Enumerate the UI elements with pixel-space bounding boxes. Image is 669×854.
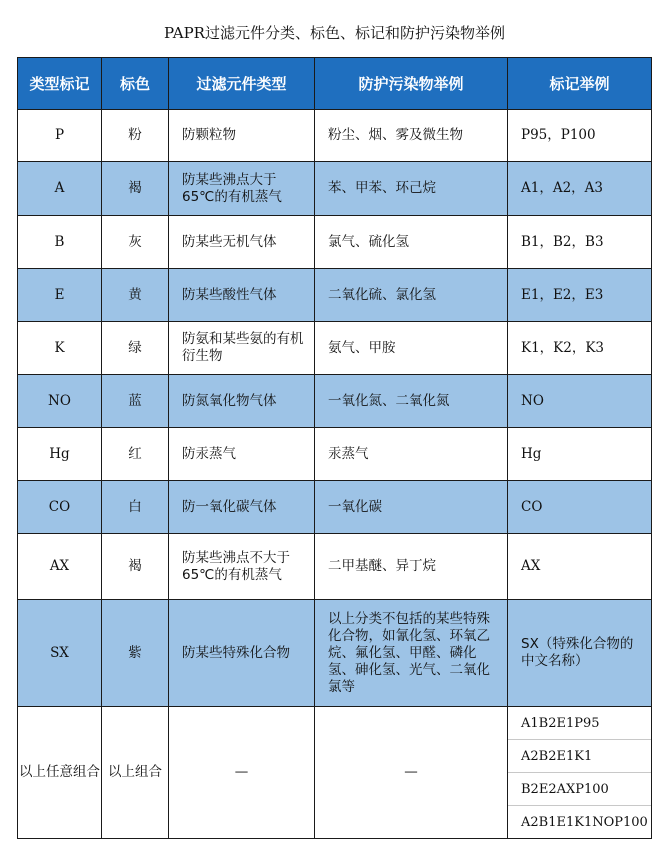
cell-type: K (18, 322, 102, 375)
cell-type: 以上任意组合 (18, 707, 102, 839)
cell-color: 以上组合 (102, 707, 169, 839)
table-row (18, 110, 652, 162)
header-mark-examples: 标记举例 (508, 58, 652, 110)
cell-filter: 防汞蒸气 (169, 428, 315, 481)
cell-pollutant: 粉尘、烟、雾及微生物 (315, 110, 508, 162)
combo-example-item: A1B2E1P95 (508, 707, 651, 740)
cell-filter: 防氮氧化物气体 (169, 375, 315, 428)
header-color: 标色 (102, 58, 169, 110)
cell-pollutant: 氯气、硫化氢 (315, 216, 508, 269)
combo-example-item: B2E2AXP100 (508, 773, 651, 806)
cell-pollutant: — (315, 707, 508, 839)
table-row (18, 216, 652, 269)
cell-filter: 防氨和某些氨的有机衍生物 (169, 322, 315, 375)
table-row (18, 269, 652, 322)
header-filter-type: 过滤元件类型 (169, 58, 315, 110)
cell-color: 白 (102, 481, 169, 534)
cell-example: SX（特殊化合物的中文名称） (508, 600, 652, 707)
cell-pollutant: 氨气、甲胺 (315, 322, 508, 375)
table-row (18, 375, 652, 428)
cell-color: 褐 (102, 162, 169, 216)
cell-example: A1，A2，A3 (508, 162, 652, 216)
combo-example-item: A2B1E1K1NOP100 (521, 814, 648, 830)
cell-color: 灰 (102, 216, 169, 269)
cell-pollutant: 一氧化氮、二氧化氮 (315, 375, 508, 428)
cell-filter: — (169, 707, 315, 839)
cell-type: A (18, 162, 102, 216)
cell-filter: 防某些沸点大于65℃的有机蒸气 (169, 162, 315, 216)
papr-filter-table (17, 57, 652, 839)
cell-type: B (18, 216, 102, 269)
combo-example-item: A2B2E1K1 (508, 740, 651, 773)
table-row (18, 322, 652, 375)
cell-example: Hg (508, 428, 652, 481)
cell-example: K1，K2，K3 (508, 322, 652, 375)
cell-filter: 防一氧化碳气体 (169, 481, 315, 534)
cell-example: CO (508, 481, 652, 534)
cell-pollutant: 一氧化碳 (315, 481, 508, 534)
cell-filter: 防某些沸点不大于65℃的有机蒸气 (169, 534, 315, 600)
table-row (18, 481, 652, 534)
table-title: PAPR过滤元件分类、标色、标记和防护污染物举例 (164, 24, 505, 42)
cell-color: 黄 (102, 269, 169, 322)
cell-type: SX (18, 600, 102, 707)
table-row (18, 162, 652, 216)
cell-example: NO (508, 375, 652, 428)
cell-example: P95，P100 (508, 110, 652, 162)
cell-type: AX (18, 534, 102, 600)
combination-row (18, 707, 652, 839)
cell-pollutant: 二甲基醚、异丁烷 (315, 534, 508, 600)
cell-type: E (18, 269, 102, 322)
cell-type: P (18, 110, 102, 162)
cell-filter: 防某些酸性气体 (169, 269, 315, 322)
cell-filter: 防颗粒物 (169, 110, 315, 162)
cell-color: 褐 (102, 534, 169, 600)
cell-pollutant: 汞蒸气 (315, 428, 508, 481)
header-row (18, 58, 652, 110)
cell-color: 绿 (102, 322, 169, 375)
cell-color: 粉 (102, 110, 169, 162)
cell-example: E1，E2，E3 (508, 269, 652, 322)
cell-example-list (508, 707, 652, 839)
cell-color: 红 (102, 428, 169, 481)
cell-example: AX (508, 534, 652, 600)
cell-filter: 防某些特殊化合物 (169, 600, 315, 707)
table-row (18, 428, 652, 481)
cell-pollutant: 苯、甲苯、环己烷 (315, 162, 508, 216)
cell-example: B1，B2，B3 (508, 216, 652, 269)
cell-type: NO (18, 375, 102, 428)
cell-color: 蓝 (102, 375, 169, 428)
cell-pollutant: 以上分类不包括的某些特殊化合物，如氰化氢、环氧乙烷、氟化氢、甲醛、磷化氢、砷化氢、光气、二氧化氯等 (315, 600, 508, 707)
cell-type: CO (18, 481, 102, 534)
table-row (18, 600, 652, 707)
table-row (18, 534, 652, 600)
header-type-mark: 类型标记 (18, 58, 102, 110)
cell-filter: 防某些无机气体 (169, 216, 315, 269)
cell-color: 紫 (102, 600, 169, 707)
cell-pollutant: 二氧化硫、氯化氢 (315, 269, 508, 322)
cell-type: Hg (18, 428, 102, 481)
header-pollutant-examples: 防护污染物举例 (315, 58, 508, 110)
